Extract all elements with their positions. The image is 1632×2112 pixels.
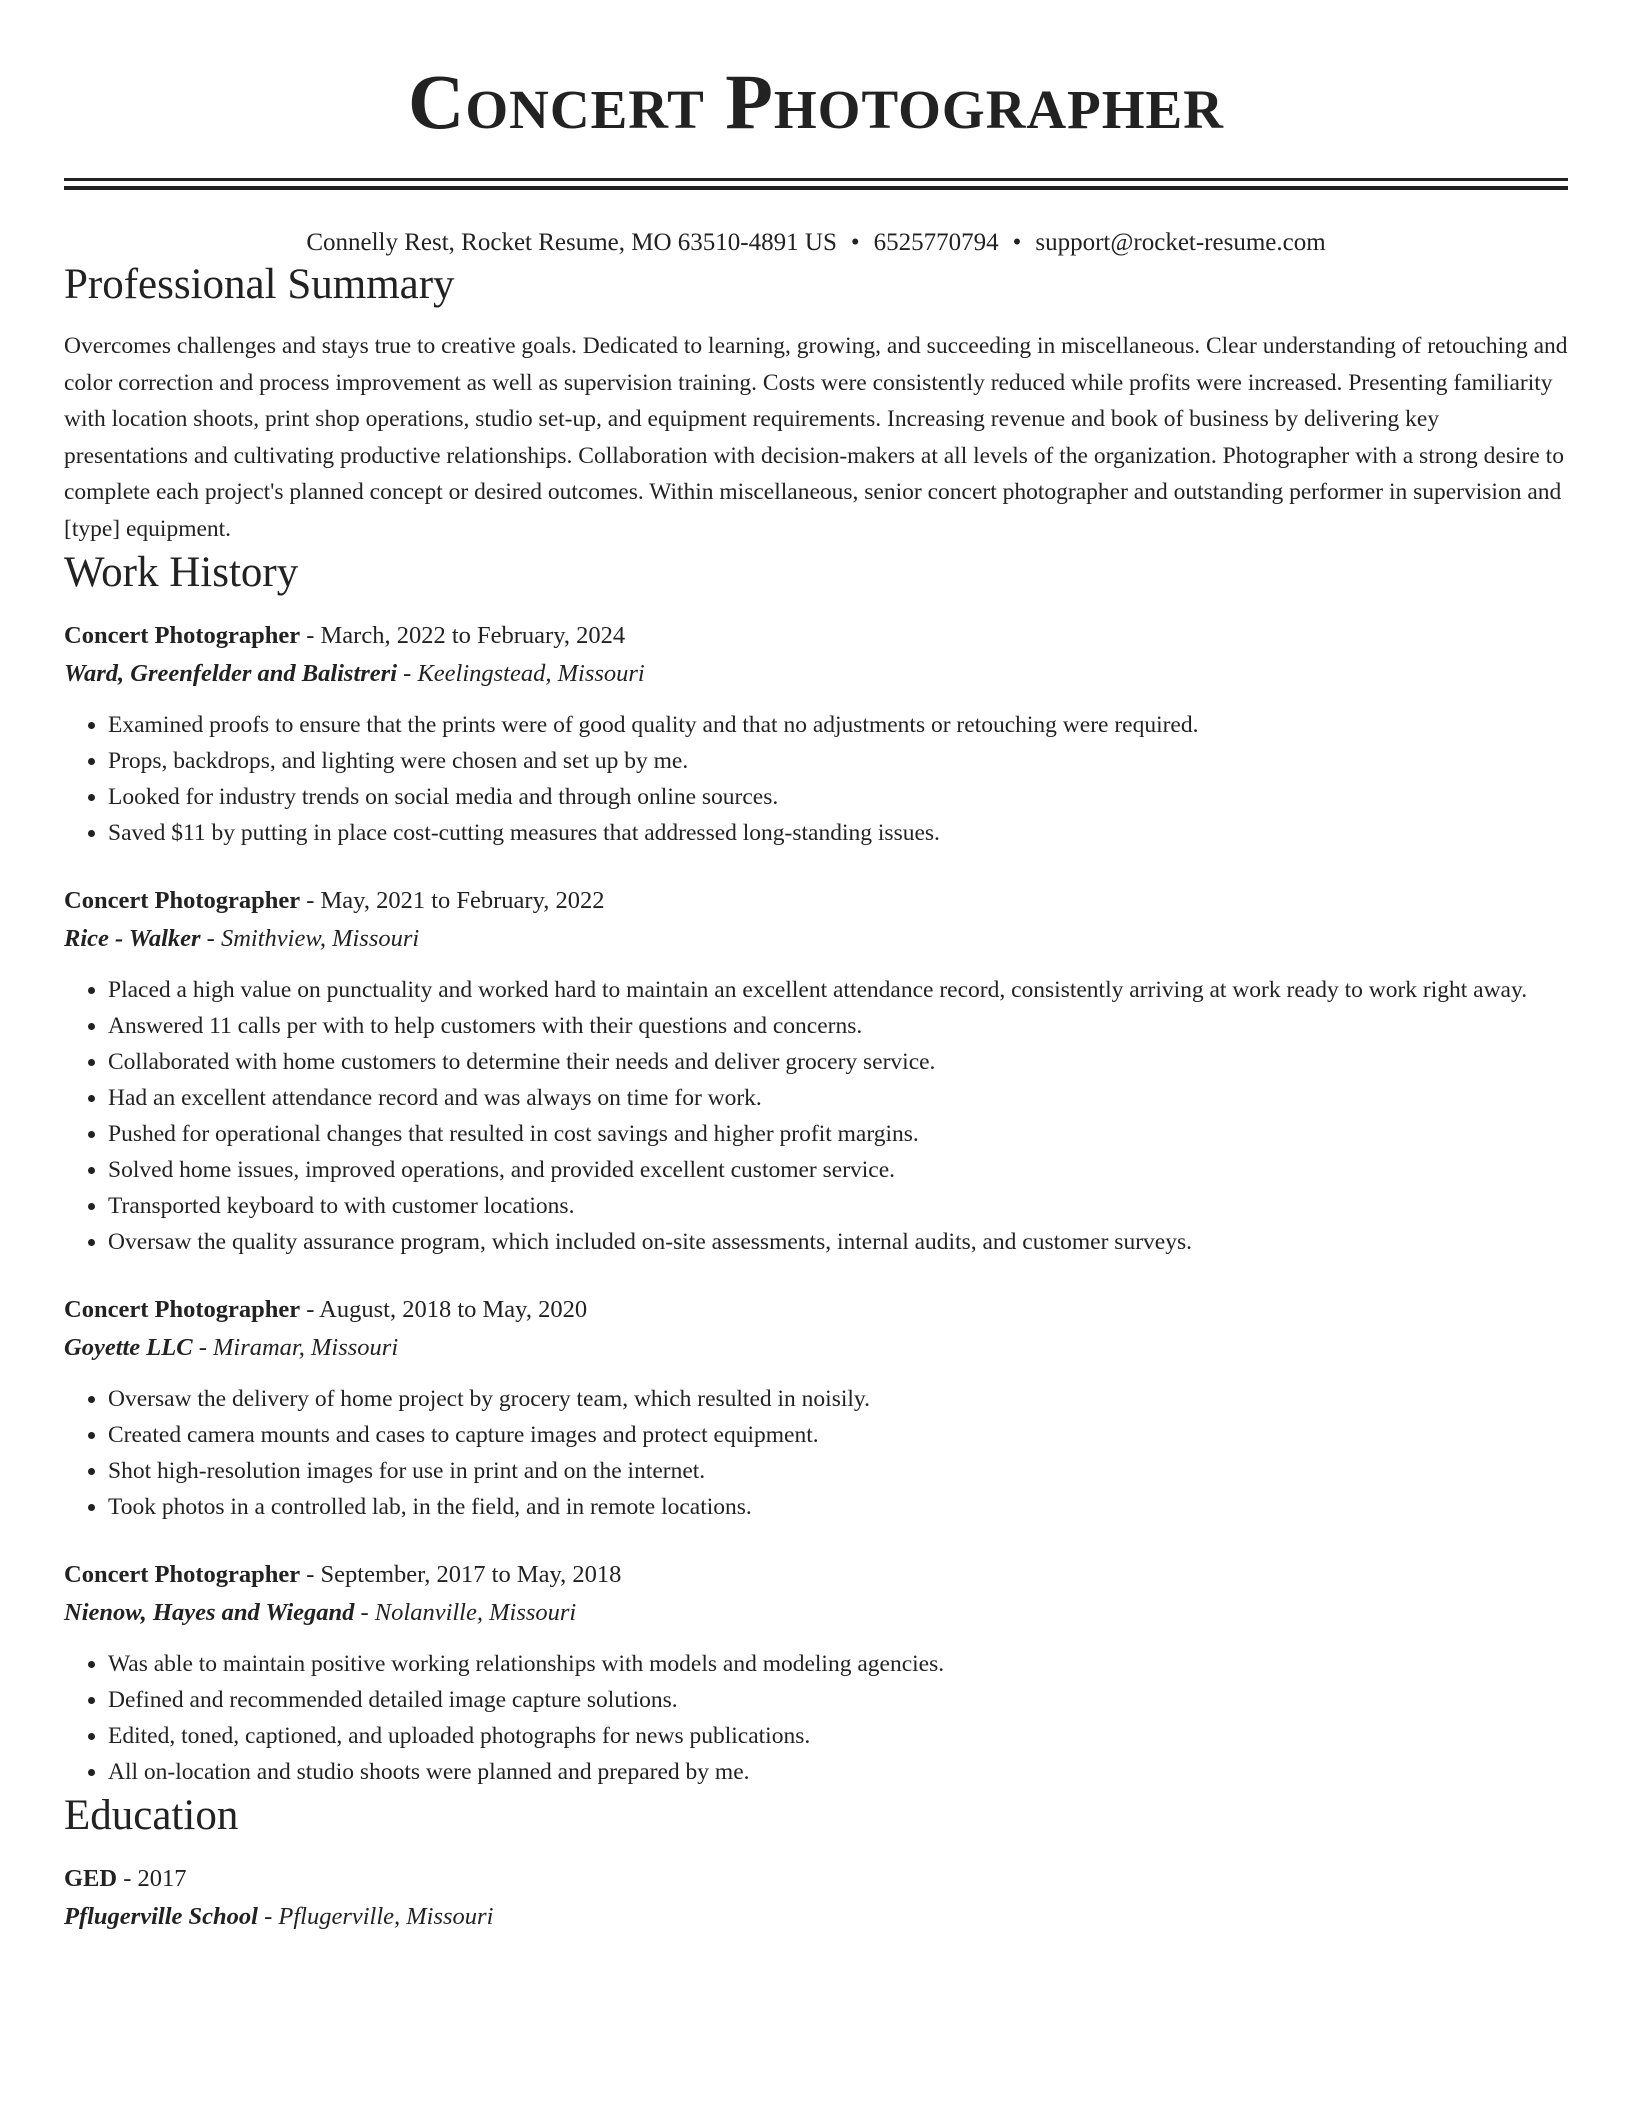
job-location: - Keelingstead, Missouri xyxy=(397,660,645,687)
job-duty: • Examined proofs to ensure that the prints were of good quality and that no adjustments or retouching were required. xyxy=(108,707,1568,743)
job-duty: • Props, backdrops, and lighting were chosen and set up by me. xyxy=(108,743,1568,779)
job-employer-line xyxy=(64,655,1568,693)
job-duties xyxy=(64,972,1568,1260)
job-entry xyxy=(64,1556,1568,1790)
job-duty: • Oversaw the quality assurance program, which included on-site assessments, internal audits, and customer surveys. xyxy=(108,1224,1568,1260)
job-duty: • Shot high-resolution images for use in print and on the internet. xyxy=(108,1453,1568,1489)
job-location: - Nolanville, Missouri xyxy=(354,1599,577,1626)
job-employer: Ward, Greenfelder and Balistreri xyxy=(64,660,398,687)
education-school-line xyxy=(64,1898,1568,1936)
contact-address: Connelly Rest, Rocket Resume, MO 63510-4891 US xyxy=(306,229,837,256)
job-employer: Rice - Walker xyxy=(64,925,201,952)
education-degree-line xyxy=(64,1860,1568,1898)
job-duties xyxy=(64,1381,1568,1525)
summary-text: Overcomes challenges and stays true to creative goals. Dedicated to learning, growing, and succeeding in miscellaneous. Clear understanding of retouching and color correction and process improvement as well as supervision training. Costs were consistently reduced while profits were increased. Presenting familiarity with location shoots, print shop operations, studio set-up, and equipment requirements. Increasing revenue and book of business by delivering key presentations and cultivating productive relationships. Collaboration with decision-makers at all levels of the organization. Photographer with a strong desire to complete each project's planned concept or desired outcomes. Within miscellaneous, senior concert photographer and outstanding performer in supervision and [type] equipment. xyxy=(64,333,1568,542)
job-employer-line xyxy=(64,1329,1568,1367)
job-entry xyxy=(64,617,1568,851)
job-duty: • Pushed for operational changes that resulted in cost savings and higher profit margins. xyxy=(108,1116,1568,1152)
education-heading: Education xyxy=(64,1792,239,1839)
job-entry xyxy=(64,882,1568,1260)
job-location: - Miramar, Missouri xyxy=(192,1334,399,1361)
education-degree: GED xyxy=(64,1865,118,1892)
job-employer-line xyxy=(64,920,1568,958)
job-employer: Goyette LLC xyxy=(64,1334,193,1361)
resume-title: Concert Photographer xyxy=(408,58,1224,145)
job-employer-line xyxy=(64,1594,1568,1632)
contact-line xyxy=(64,227,1568,259)
job-duty: • Answered 11 calls per with to help customers with their questions and concerns. xyxy=(108,1008,1568,1044)
job-dates: - August, 2018 to May, 2020 xyxy=(300,1296,588,1323)
education-entry xyxy=(64,1860,1568,1936)
job-dates: - September, 2017 to May, 2018 xyxy=(300,1561,622,1588)
job-duty: • All on-location and studio shoots were planned and prepared by me. xyxy=(108,1754,1568,1790)
job-dates: - March, 2022 to February, 2024 xyxy=(300,622,626,649)
job-duty: • Saved $11 by putting in place cost-cutting measures that addressed long-standing issues. xyxy=(108,815,1568,851)
job-location: - Smithview, Missouri xyxy=(200,925,420,952)
job-title-line xyxy=(64,1291,1568,1329)
job-duty: • Edited, toned, captioned, and uploaded photographs for news publications. xyxy=(108,1718,1568,1754)
job-duty: • Took photos in a controlled lab, in the field, and in remote locations. xyxy=(108,1489,1568,1525)
job-duty: • Placed a high value on punctuality and worked hard to maintain an excellent attendance record, consistently arriving at work ready to work right away. xyxy=(108,972,1568,1008)
job-entry xyxy=(64,1291,1568,1525)
job-dates: - May, 2021 to February, 2022 xyxy=(300,887,605,914)
job-duty: • Solved home issues, improved operations, and provided excellent customer service. xyxy=(108,1152,1568,1188)
contact-email: support@rocket-resume.com xyxy=(1035,229,1326,256)
job-duty: • Created camera mounts and cases to capture images and protect equipment. xyxy=(108,1417,1568,1453)
job-duty: • Was able to maintain positive working relationships with models and modeling agencies. xyxy=(108,1646,1568,1682)
work-history-heading: Work History xyxy=(64,549,299,596)
job-duties xyxy=(64,1646,1568,1790)
job-duty: • Had an excellent attendance record and was always on time for work. xyxy=(108,1080,1568,1116)
education-school: Pflugerville School xyxy=(64,1903,258,1930)
job-title-line xyxy=(64,1556,1568,1594)
contact-phone: 6525770794 xyxy=(873,229,999,256)
contact-separator: • xyxy=(850,229,860,256)
job-role: Concert Photographer xyxy=(64,1561,301,1588)
education-location: - Pflugerville, Missouri xyxy=(257,1903,494,1930)
job-role: Concert Photographer xyxy=(64,622,301,649)
job-duty: • Defined and recommended detailed image capture solutions. xyxy=(108,1682,1568,1718)
job-title-line xyxy=(64,882,1568,920)
work-history-list xyxy=(64,617,1568,1790)
job-role: Concert Photographer xyxy=(64,1296,301,1323)
education-year: - 2017 xyxy=(117,1865,187,1892)
job-duty: • Collaborated with home customers to determine their needs and deliver grocery service. xyxy=(108,1044,1568,1080)
contact-separator: • xyxy=(1012,229,1022,256)
job-title-line xyxy=(64,617,1568,655)
job-employer: Nienow, Hayes and Wiegand xyxy=(64,1599,355,1626)
summary-heading: Professional Summary xyxy=(64,261,455,308)
job-role: Concert Photographer xyxy=(64,887,301,914)
job-duty: • Transported keyboard to with customer locations. xyxy=(108,1188,1568,1224)
job-duties xyxy=(64,707,1568,851)
job-duty: • Oversaw the delivery of home project by grocery team, which resulted in noisily. xyxy=(108,1381,1568,1417)
job-duty: • Looked for industry trends on social media and through online sources. xyxy=(108,779,1568,815)
title-divider-bottom xyxy=(64,186,1568,190)
